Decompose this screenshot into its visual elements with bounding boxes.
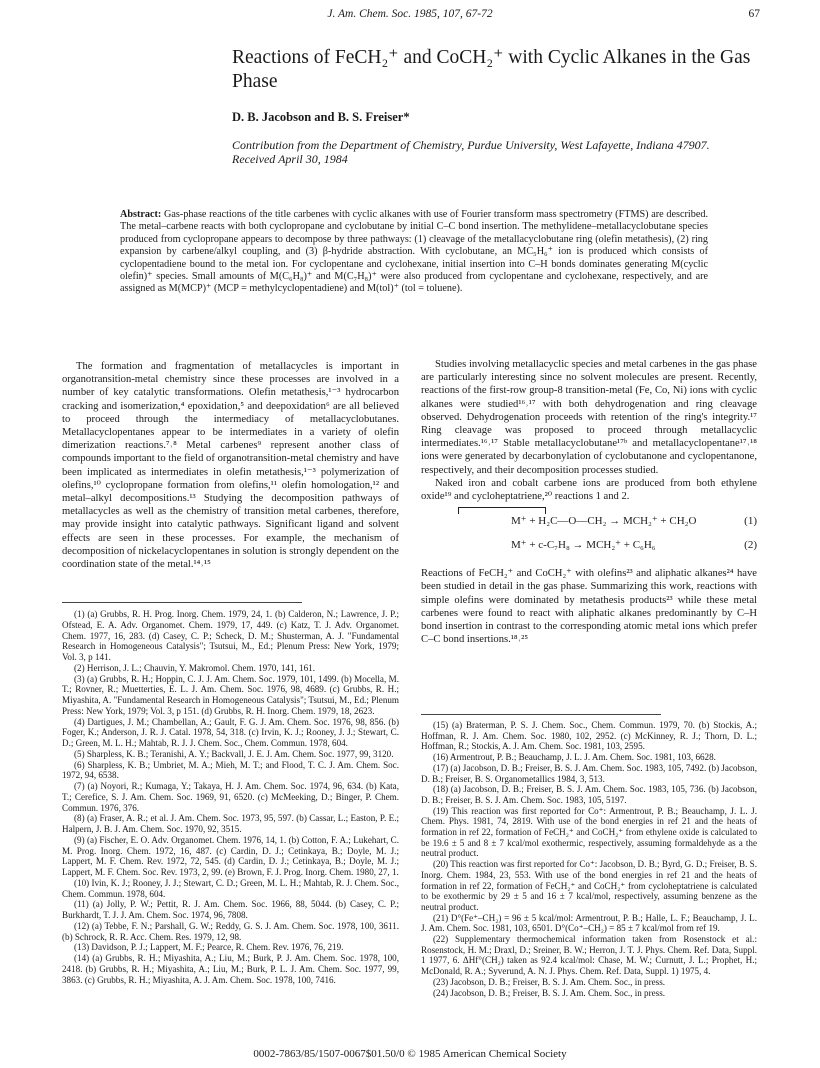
footnote: (13) Davidson, P. J.; Lappert, M. F.; Pearce, R. Chem. Rev. 1976, 76, 219.: [74, 942, 344, 953]
right-footnotes: [421, 714, 757, 998]
abstract-text: Gas-phase reactions of the title carbenes with cyclic alkanes with use of Fourier transform mass spectrometry (FTMS) are described. The metal–carbene reacts with both cyclopropane and cyclobutane by initial C–C bond insertion. The methylidene–metallacyclobutane species produced from cyclopropane appears to decompose by three pathways: (1) cleavage of the metallacyclobutane ring (olefin metathesis), (2) ring expansion by carbene/alkyl coupling, and (3) β-hydride abstraction. With cyclobutane, an MC₅H₆⁺ ion is produced which consists of cyclopentadiene bound to the metal ion. For cyclopentane and cyclohexane, initial insertion into C–H bonds dominates generating M(cyclic olefin)⁺ species. Small amounts of M(C₆H₈)⁺ and M(C₇H₈)⁺ were also produced from cyclopentane and cyclohexane, respectively, and are assigned as M(MCP)⁺ (MCP = methylcyclopentadiene) and M(tol)⁺ (tol = toluene).: [120, 209, 708, 295]
footnote: (17) (a) Jacobson, D. B.; Freiser, B. S. J. Am. Chem. Soc. 1983, 105, 7492. (b) Jacobson, D. B.; Freiser, B. S. Organometallics 1984, 3, 513.: [421, 762, 757, 784]
footnote: (4) Dartigues, J. M.; Chambellan, A.; Gault, F. G. J. Am. Chem. Soc. 1976, 98, 856. (b) Foger, K.; Anderson, J. R. J. Catal. 1978, 54, 318. (c) Irvin, K. J.; Rooney, J. J.; Stewart, C. D.; Green, M. L. H.; Mahtab, R. J. J. Chem. Soc., Chem. Commun. 1978, 604.: [62, 716, 399, 748]
footnote: (10) Ivin, K. J.; Rooney, J. J.; Stewart, C. D.; Green, M. L. H.; Mahtab, R. J. Chem. Soc., Chem. Commun. 1978, 604.: [62, 877, 399, 899]
footnote: (1) (a) Grubbs, R. H. Prog. Inorg. Chem. 1979, 24, 1. (b) Calderon, N.; Lawrence, J. P.; Ofstead, E. A. Adv. Organomet. Chem. 1979, 17, 449. (c) Katz, T. J. Adv. Organomet. Chem. 1977, 16, 283. (d) Casey, C. P.; Scheck, D. M.; Shusterman, A. J. "Fundamental Research in Homogeneous Catalysis"; Tsutsui, M., Ed.; Plenum Press: New York, 1979; Vol. 3, p 141.: [62, 609, 399, 662]
footnote: (19) This reaction was first reported for Co⁺: Armentrout, P. B.; Beauchamp, J. L. J. Chem. Phys. 1981, 74, 2819. With use of the bond energies in ref 21 and the heats of formation in ref 22, formation of FeCH₂⁺ and CoCH₂⁺ from ethylene oxide is calculated to be 19.6 ± 5 and 8 ± 7 kcal/mol exothermic, respectively, assuming formaldehyde as a the neutral product.: [421, 805, 757, 859]
footnote: (22) Supplementary thermochemical information taken from Rosenstock et al.: Rosenstock, H. M.; Draxl, D.; Sreiner, B. W.; Herron, J. T. J. Phys. Chem. Ref. Data, Suppl. 1 1977, 6. ΔHf°(CH₂) taken as 92.4 kcal/mol: Chase, M. W.; Curnutt, J. L.; Prophet, H.; McDonald, R. A.; Syverund, A. N. J. Phys. Chem. Ref. Data, Suppl. 1) 1975, 4.: [421, 934, 757, 977]
equation-expression: M⁺ + c-C₇H₈ → MCH₂⁺ + C₆H₆: [511, 539, 656, 552]
equation-2: [421, 535, 757, 559]
body-paragraph: Studies involving metallacyclic species and metal carbenes in the gas phase are particularly interesting since no solvent molecules are present. Recently, reactions of the first-row group-8 transition-metal (Fe, Co, Ni) ions with cyclic alkanes were studied¹⁶˒¹⁷ with both dehydrogenation and ring cleavage observed. Dehydrogenation proceeds with retention of the ring's integrity.¹⁷ Ring cleavage was proposed to proceed through metallacyclic intermediates.¹⁶˒¹⁷ Stable metallacyclobutane¹⁷ᵇ and metallacyclopentane¹⁷˒¹⁸ ions were generated by decarbonylation of cyclobutanone and cyclopentanone, respectively, and their decomposition processes studied.: [421, 359, 757, 476]
footnote: (9) (a) Fischer, E. O. Adv. Organomet. Chem. 1976, 14, 1. (b) Cotton, F. A.; Lukehart, C. M. Prog. Inorg. Chem. 1972, 16, 487. (c) Cardin, D. J.; Cetinkaya, B.; Doyle, M. J.; Lappert, M. F. Chem. Rev. 1972, 72, 545. (d) Cardin, D. J.; Cetinkaya, B.; Doyle, M. J.; Lappert, M. F. Chem. Soc. Rev. 1973, 2, 99. (e) Brown, F. J. Prog. Inorg. Chem. 1980, 27, 1.: [62, 834, 399, 877]
article-title: Reactions of FeCH₂⁺ and CoCH₂⁺ with Cyclic Alkanes in the Gas Phase: [232, 47, 751, 92]
footnote: (24) Jacobson, D. B.; Freiser, B. S. J. Am. Chem. Soc., in press.: [433, 987, 666, 998]
article-authors: D. B. Jacobson and B. S. Freiser*: [232, 110, 410, 124]
footnote-rule: [421, 714, 661, 715]
right-column: [421, 358, 757, 646]
equation-1: [421, 511, 757, 535]
footnote-rule: [62, 602, 302, 603]
affiliation: Contribution from the Department of Chemistry, Purdue University, West Lafayette, Indiana 47907. Received April 30, 1984: [232, 138, 710, 166]
equation-expression: M⁺ + H₂C—O—CH₂ → MCH₂⁺ + CH₂O: [511, 515, 697, 528]
abstract-label: Abstract:: [120, 209, 162, 220]
footnote: (15) (a) Braterman, P. S. J. Chem. Soc., Chem. Commun. 1979, 70. (b) Stockis, A.; Hoffman, R. J. Am. Chem. Soc. 1980, 102, 2952. (c) McKinney, R. J.; Thorn, D. L.; Hoffman, R.; Stockis, A. J. Am. Chem. Soc. 1981, 103, 2595.: [421, 720, 757, 752]
body-paragraph: Reactions of FeCH₂⁺ and CoCH₂⁺ with olefins²³ and aliphatic alkanes²⁴ have been studied in detail in the gas phase. Summarizing this work, reactions with simple olefins were dominated by metathesis products²³ while these metal carbenes were found to react with aliphatic alkanes predominantly by C–H bond insertion in contrast to the corresponding atomic metal ions which prefer C–C bond insertions.¹⁸˒²⁵: [421, 568, 757, 646]
footnote: (16) Armentrout, P. B.; Beauchamp, J. L. J. Am. Chem. Soc. 1981, 103, 6628.: [433, 752, 716, 763]
footnote: (7) (a) Noyori, R.; Kumaga, Y.; Takaya, H. J. Am. Chem. Soc. 1974, 96, 634. (b) Kata, T.; Cerefice, S. J. Am. Chem. Soc. 1969, 91, 6520. (c) McMeeking, D.; Binger, P. Chem. Commun. 1976, 376.: [62, 781, 399, 813]
footnote: (5) Sharpless, K. B.; Teranishi, A. Y.; Backvall, J. E. J. Am. Chem. Soc. 1977, 99, 3120.: [74, 748, 394, 759]
abstract: [120, 209, 708, 296]
footnote: (8) (a) Fraser, A. R.; et al. J. Am. Chem. Soc. 1973, 95, 597. (b) Cassar, L.; Easton, P. E.; Halpern, J. B. J. Am. Chem. Soc. 1970, 92, 3515.: [62, 813, 399, 834]
equation-number: (2): [744, 539, 757, 552]
journal-citation: J. Am. Chem. Soc. 1985, 107, 67-72: [327, 8, 493, 20]
running-header: [60, 8, 760, 28]
footnote: (12) (a) Tebbe, F. N.; Parshall, G. W.; Reddy, G. S. J. Am. Chem. Soc. 1978, 100, 3611. (b) Schrock, R. R. Acc. Chem. Res. 1979, 12, 98.: [62, 920, 399, 942]
equation-number: (1): [744, 515, 757, 528]
body-paragraph: The formation and fragmentation of metallacycles is important in organotransition-metal chemistry since these processes are involved in a number of key catalytic transformations. Olefin metathesis,¹⁻³ hydrocarbon cracking and isomerization,⁴ epoxidation,⁵ and deepoxidation⁶ are all believed to proceed through the intermediacy of metallacyclobutanes. Metallacyclopentanes appear to be intermediates in a variety of olefin dimerization reactions.⁷˒⁸ Metal carbenes⁹ represent another class of compounds important to the field of organotransition-metal chemistry and have been implicated as intermediates in olefin metathesis,¹⁻³ polymerization of olefins,¹⁰ cyclopropane formation from olefins,¹¹ olefin homologation,¹² and metal–alkyl decompositions.¹³ Studying the decomposition pathways of metallacycles as well as the chemistry of transition metal carbenes, therefore, may provide insight into catalytic pathways. Significant ligand and solvent effects are seen in these processes. For example, the mechanism of decomposition of nickelacyclopentanes in solution is strongly dependent on the coordination state of the metal.¹⁴˒¹⁵: [62, 361, 399, 571]
footnote: (18) (a) Jacobson, D. B.; Freiser, B. S. J. Am. Chem. Soc. 1983, 105, 736. (b) Jacobson, D. B.; Freiser, B. S. J. Am. Chem. Soc. 1983, 105, 5197.: [421, 784, 757, 805]
footnote: (6) Sharpless, K. B.; Umbriet, M. A.; Mieh, M. T.; and Flood, T. C. J. Am. Chem. Soc. 1972, 94, 6538.: [62, 759, 399, 781]
left-footnotes: [62, 602, 399, 985]
page-footer: 0002-7863/85/1507-0067$01.50/0 © 1985 American Chemical Society: [253, 1048, 567, 1060]
left-column: [62, 360, 399, 571]
footnote: (2) Herrison, J. L.; Chauvin, Y. Makromol. Chem. 1970, 141, 161.: [74, 662, 315, 673]
footnote: (11) (a) Jolly, P. W.; Pettit, R. J. Am. Chem. Soc. 1966, 88, 5044. (b) Casey, C. P.; Burkhardt, T. J. J. Am. Chem. Soc. 1974, 96, 7808.: [62, 899, 399, 920]
epoxide-ring-bond: [458, 507, 546, 514]
footnote: (21) D°(Fe⁺–CH₂) = 96 ± 5 kcal/mol: Armentrout, P. B.; Halle, L. F.; Beauchamp, J. L. J. Am. Chem. Soc. 1981, 103, 6501. D°(Co⁺–CH₂) = 85 ± 7 kcal/mol from ref 19.: [421, 912, 757, 934]
footnote: (23) Jacobson, D. B.; Freiser, B. S. J. Am. Chem. Soc., in press.: [433, 976, 666, 987]
footnote: (14) (a) Grubbs, R. H.; Miyashita, A.; Liu, M.; Burk, P. J. Am. Chem. Soc. 1978, 100, 2418. (b) Grubbs, R. H.; Miyashita, A.; Liu, M.; Burk, P. L. J. Am. Chem. Soc. 1977, 99, 3863. (c) Grubbs, R. H.; Miyashita, A. J. Am. Chem. Soc. 1978, 100, 7416.: [62, 953, 399, 985]
page-number: 67: [748, 8, 760, 20]
footnote: (20) This reaction was first reported for Co⁺: Jacobson, D. B.; Byrd, G. D.; Freiser, B. S. Inorg. Chem. 1984, 23, 553. With use of the bond energies in ref 21 and the heats of formation in ref 22, formation of FeCH₂⁺ and CoCH₂⁺ from cycloheptatriene is calculated to be exothermic by 29 ± 5 and 16 ± 7 kcal/mol, respectively, assuming benzene as the neutral product.: [421, 859, 757, 912]
body-paragraph: Naked iron and cobalt carbene ions are produced from both ethylene oxide¹⁹ and cycloheptatriene,²⁰ reactions 1 and 2.: [421, 477, 757, 503]
footnote: (3) (a) Grubbs, R. H.; Hoppin, C. J. J. Am. Chem. Soc. 1979, 101, 1499. (b) Mocella, M. T.; Rovner, R.; Muetterties, E. L. J. Am. Chem. Soc. 1976, 98, 4689. (c) Grubbs, R. H.; Miyashita, A. "Fundamental Research in Homogeneous Catalysis"; Tsutsui, M., Ed.; Plenum Press: New York, 1979; Vol. 3, p 151. (d) Grubbs, R. H. Inorg. Chem. 1979, 18, 2623.: [62, 673, 399, 716]
